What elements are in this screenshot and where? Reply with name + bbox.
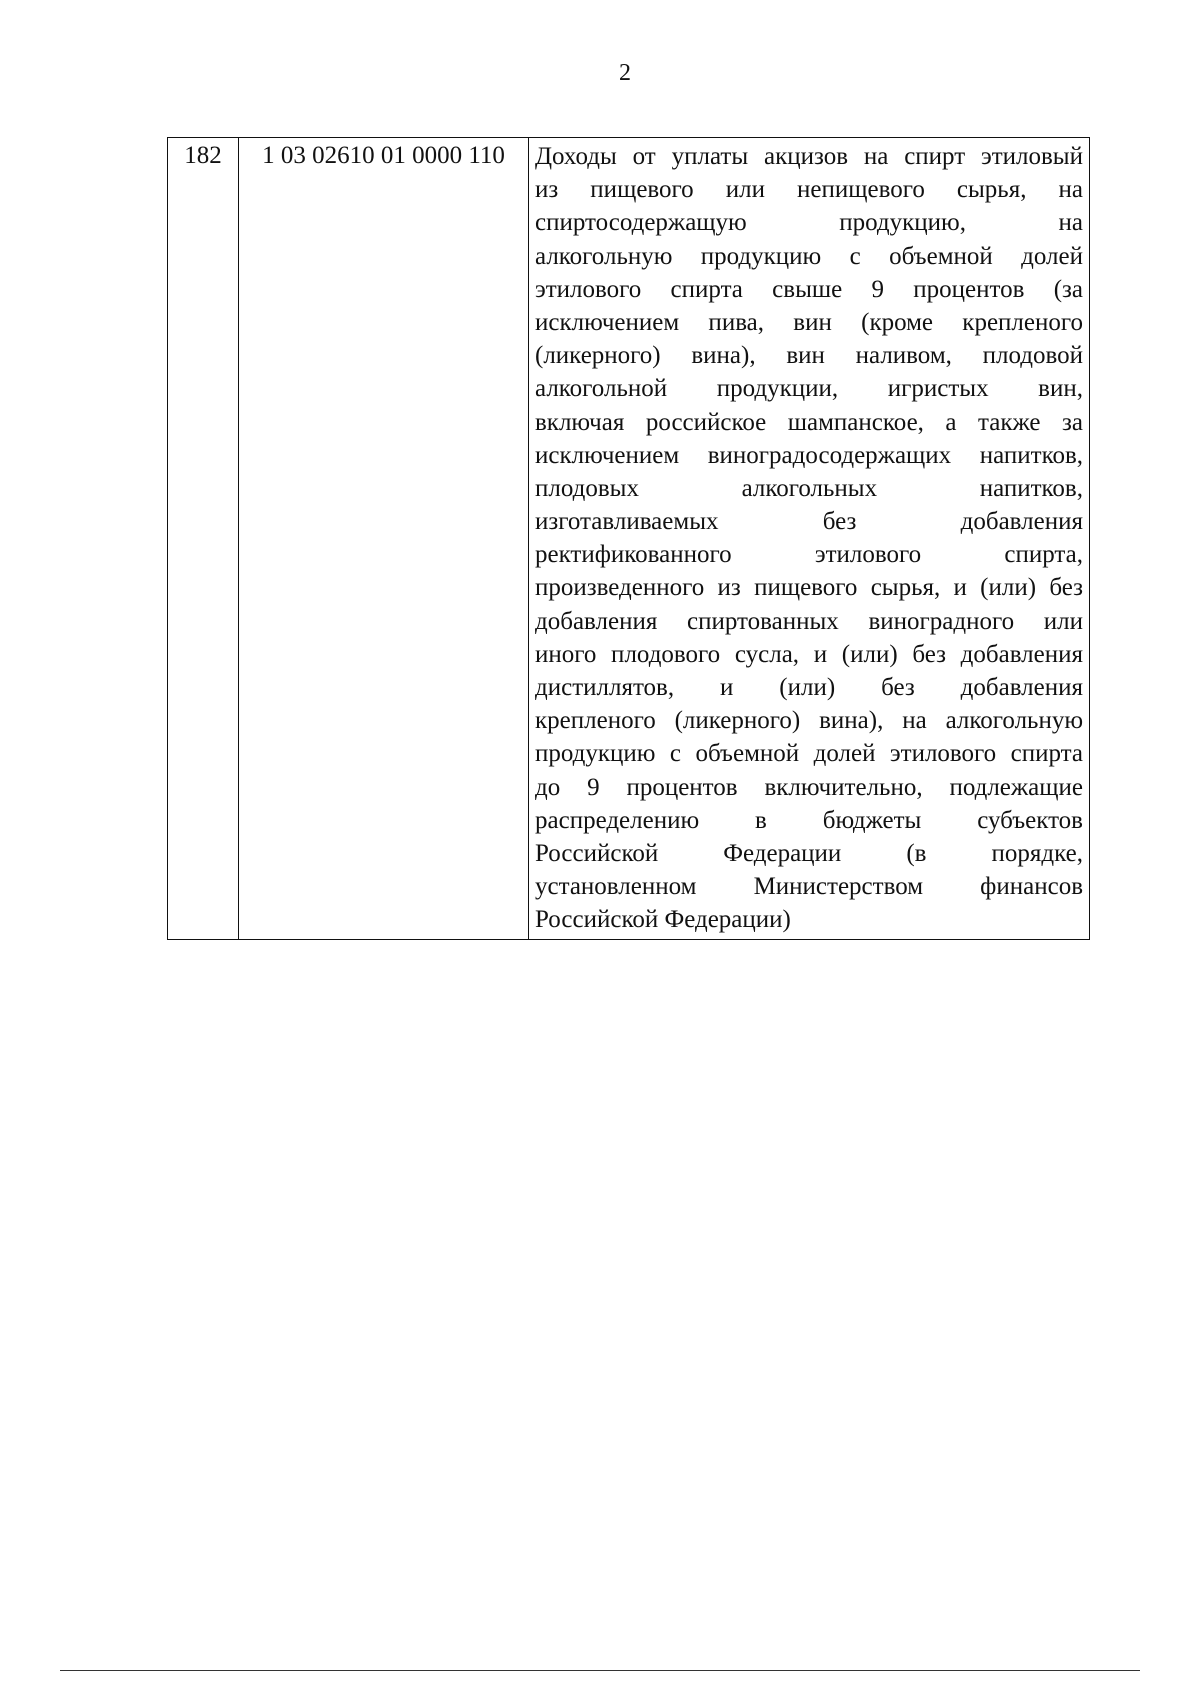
description-line: дистиллятов, и (или) без добавления <box>535 674 1083 701</box>
description-line: продукцию с объемной долей этилового спирта <box>535 740 1083 768</box>
description-line: Доходы от уплаты акцизов на спирт этиловый <box>535 143 1083 170</box>
description-line: исключением виноградосодержащих напитков, <box>535 441 1083 469</box>
description-line: установленном Министерством финансов <box>535 873 1083 901</box>
revenue-description-cell <box>529 138 1090 940</box>
description-line: из пищевого или непищевого сырья, на <box>535 176 1083 204</box>
description-line: изготавливаемых без добавления <box>535 508 1083 536</box>
description-line: плодовых алкогольных напитков, <box>535 474 1083 502</box>
page-number: 2 <box>619 60 631 86</box>
description-line: иного плодового сусла, и (или) без добавления <box>535 640 1083 668</box>
page-bottom-rule <box>60 1670 1140 1671</box>
administrator-code-cell: 182 <box>168 138 239 940</box>
description-line: Российской Федерации) <box>535 906 791 934</box>
description-line: распределению в бюджеты субъектов <box>535 806 1083 834</box>
description-line: ректификованного этилового спирта, <box>535 541 1083 569</box>
description-line: до 9 процентов включительно, подлежащие <box>535 773 1083 801</box>
description-line: этилового спирта свыше 9 процентов (за <box>535 275 1083 303</box>
revenue-table <box>167 137 1090 940</box>
table-row <box>168 138 1090 940</box>
description-line: спиртосодержащую продукцию, на <box>535 209 1083 237</box>
description-line: исключением пива, вин (кроме крепленого <box>535 308 1083 336</box>
description-line: включая российское шампанское, а также за <box>535 408 1083 436</box>
description-line: (ликерного) вина), вин наливом, плодовой <box>535 342 1083 370</box>
description-line: алкогольную продукцию с объемной долей <box>535 242 1083 270</box>
description-line: Российской Федерации (в порядке, <box>535 839 1083 867</box>
description-line: крепленого (ликерного) вина), на алкогольную <box>535 707 1083 735</box>
budget-classification-code-cell: 1 03 02610 01 0000 110 <box>239 138 529 940</box>
description-line: алкогольной продукции, игристых вин, <box>535 375 1083 403</box>
description-line: произведенного из пищевого сырья, и (или) без <box>535 574 1083 602</box>
description-line: добавления спиртованных виноградного или <box>535 607 1083 635</box>
